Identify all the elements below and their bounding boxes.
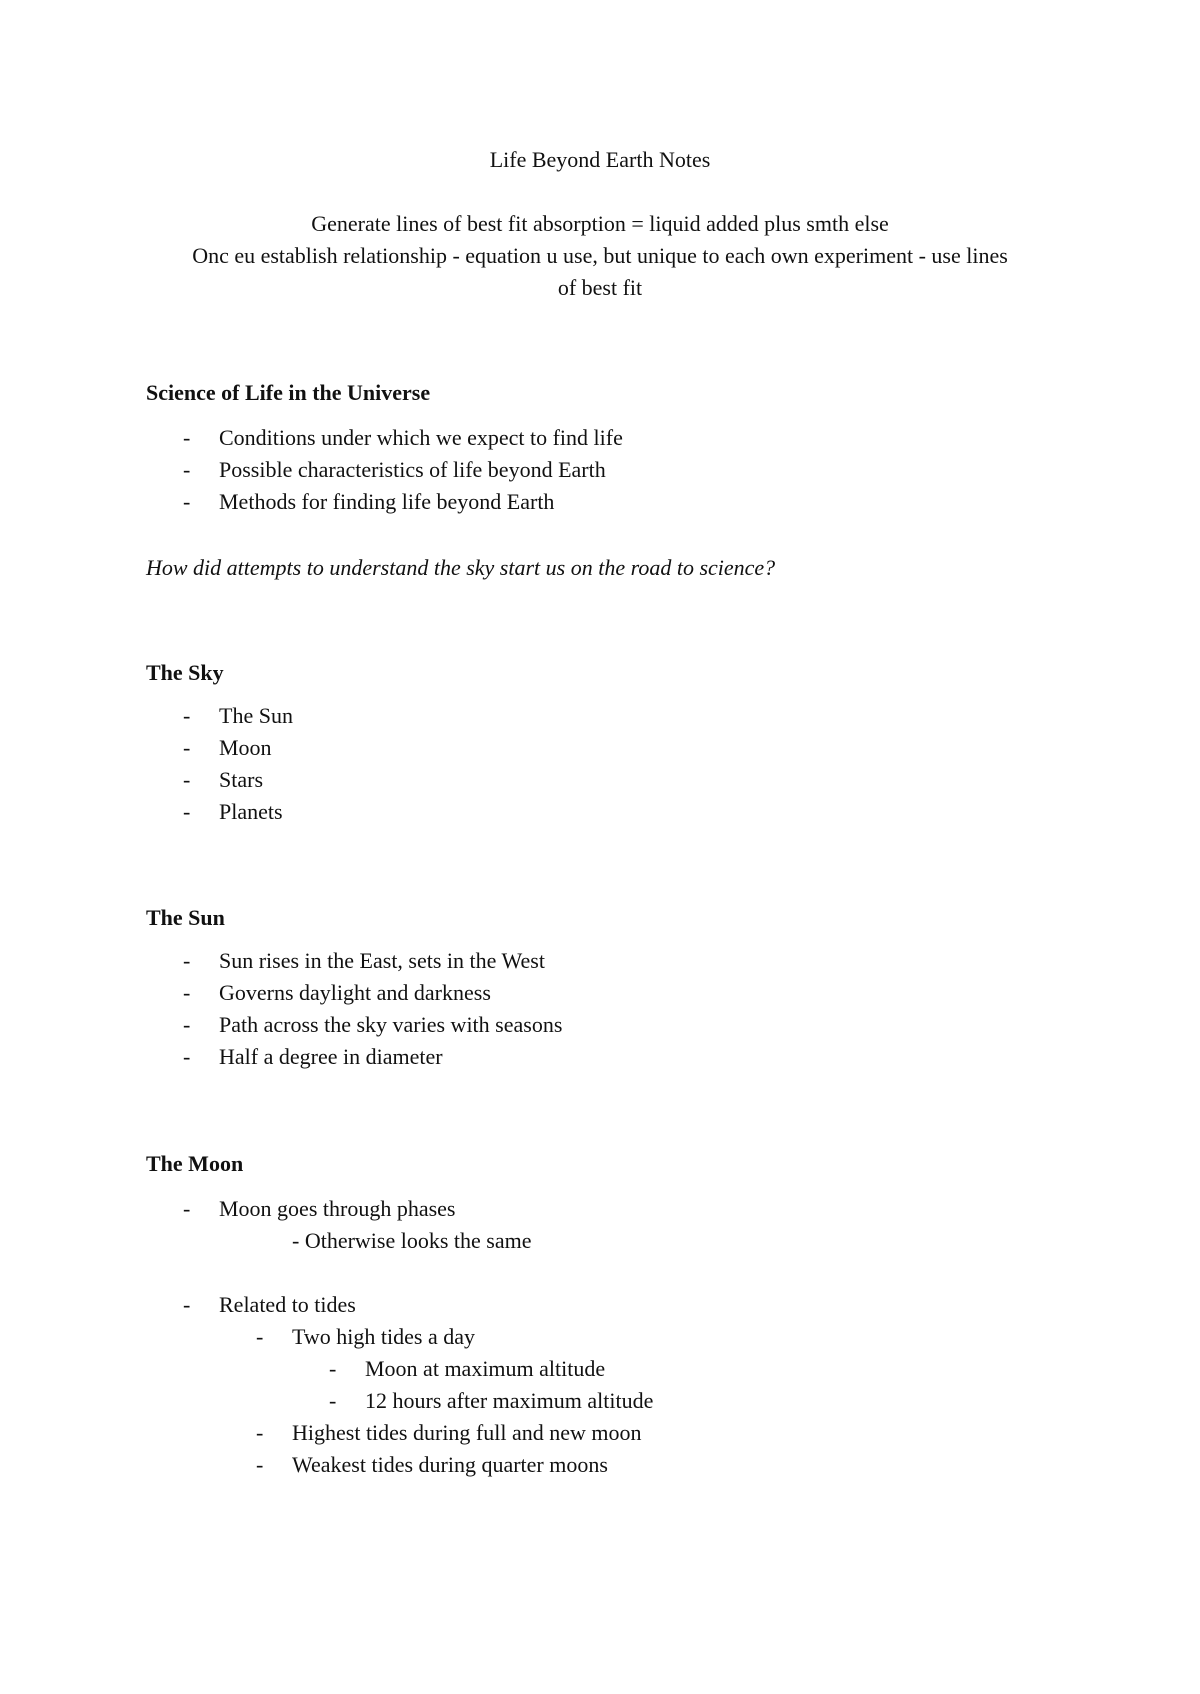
- list-item-subnote: - Otherwise looks the same: [292, 1228, 532, 1253]
- list-item-text: Moon at maximum altitude: [365, 1356, 606, 1381]
- section-question: How did attempts to understand the sky start us on the road to science?: [146, 555, 776, 580]
- intro-line-2: Onc eu establish relationship - equation u use, but unique to each own experiment - use lines: [192, 243, 1008, 268]
- bullet-dash: -: [183, 799, 191, 824]
- bullet-dash: -: [183, 489, 191, 514]
- list-item-text: Governs daylight and darkness: [219, 980, 491, 1005]
- list-item-text: Planets: [219, 799, 283, 824]
- list-item-text: Half a degree in diameter: [219, 1044, 443, 1069]
- bullet-dash: -: [183, 980, 191, 1005]
- list-item-text: 12 hours after maximum altitude: [365, 1388, 654, 1413]
- bullet-dash: -: [183, 1044, 191, 1069]
- bullet-dash: -: [183, 767, 191, 792]
- list-item-text: Moon: [219, 735, 272, 760]
- bullet-dash: -: [183, 948, 191, 973]
- list-item-text: Highest tides during full and new moon: [292, 1420, 642, 1445]
- list-item-text: The Sun: [219, 703, 293, 728]
- list-item-text: Conditions under which we expect to find life: [219, 425, 623, 450]
- bullet-dash: -: [329, 1388, 337, 1413]
- bullet-dash: -: [183, 703, 191, 728]
- list-item-text: Path across the sky varies with seasons: [219, 1012, 563, 1037]
- section-heading-sky: The Sky: [146, 660, 224, 685]
- list-item-text: Weakest tides during quarter moons: [292, 1452, 608, 1477]
- list-item-text: Two high tides a day: [292, 1324, 475, 1349]
- bullet-dash: -: [183, 425, 191, 450]
- bullet-dash: -: [183, 1292, 191, 1317]
- intro-line-1: Generate lines of best fit absorption = liquid added plus smth else: [311, 211, 889, 236]
- bullet-dash: -: [256, 1324, 264, 1349]
- document-title: Life Beyond Earth Notes: [489, 147, 711, 172]
- list-item-text: Possible characteristics of life beyond Earth: [219, 457, 606, 482]
- bullet-dash: -: [256, 1420, 264, 1445]
- bullet-dash: -: [183, 735, 191, 760]
- list-item-text: Moon goes through phases: [219, 1196, 456, 1221]
- section-heading-moon: The Moon: [146, 1151, 244, 1176]
- bullet-dash: -: [329, 1356, 337, 1381]
- bullet-dash: -: [183, 1196, 191, 1221]
- section-heading-sun: The Sun: [146, 905, 225, 930]
- intro-line-3: of best fit: [557, 275, 643, 300]
- list-item-text: Methods for finding life beyond Earth: [219, 489, 555, 514]
- list-item-text: Sun rises in the East, sets in the West: [219, 948, 545, 973]
- list-item-text: Related to tides: [219, 1292, 356, 1317]
- bullet-dash: -: [183, 1012, 191, 1037]
- section-heading-science: Science of Life in the Universe: [146, 380, 431, 405]
- list-item-text: Stars: [219, 767, 263, 792]
- bullet-dash: -: [183, 457, 191, 482]
- bullet-dash: -: [256, 1452, 264, 1477]
